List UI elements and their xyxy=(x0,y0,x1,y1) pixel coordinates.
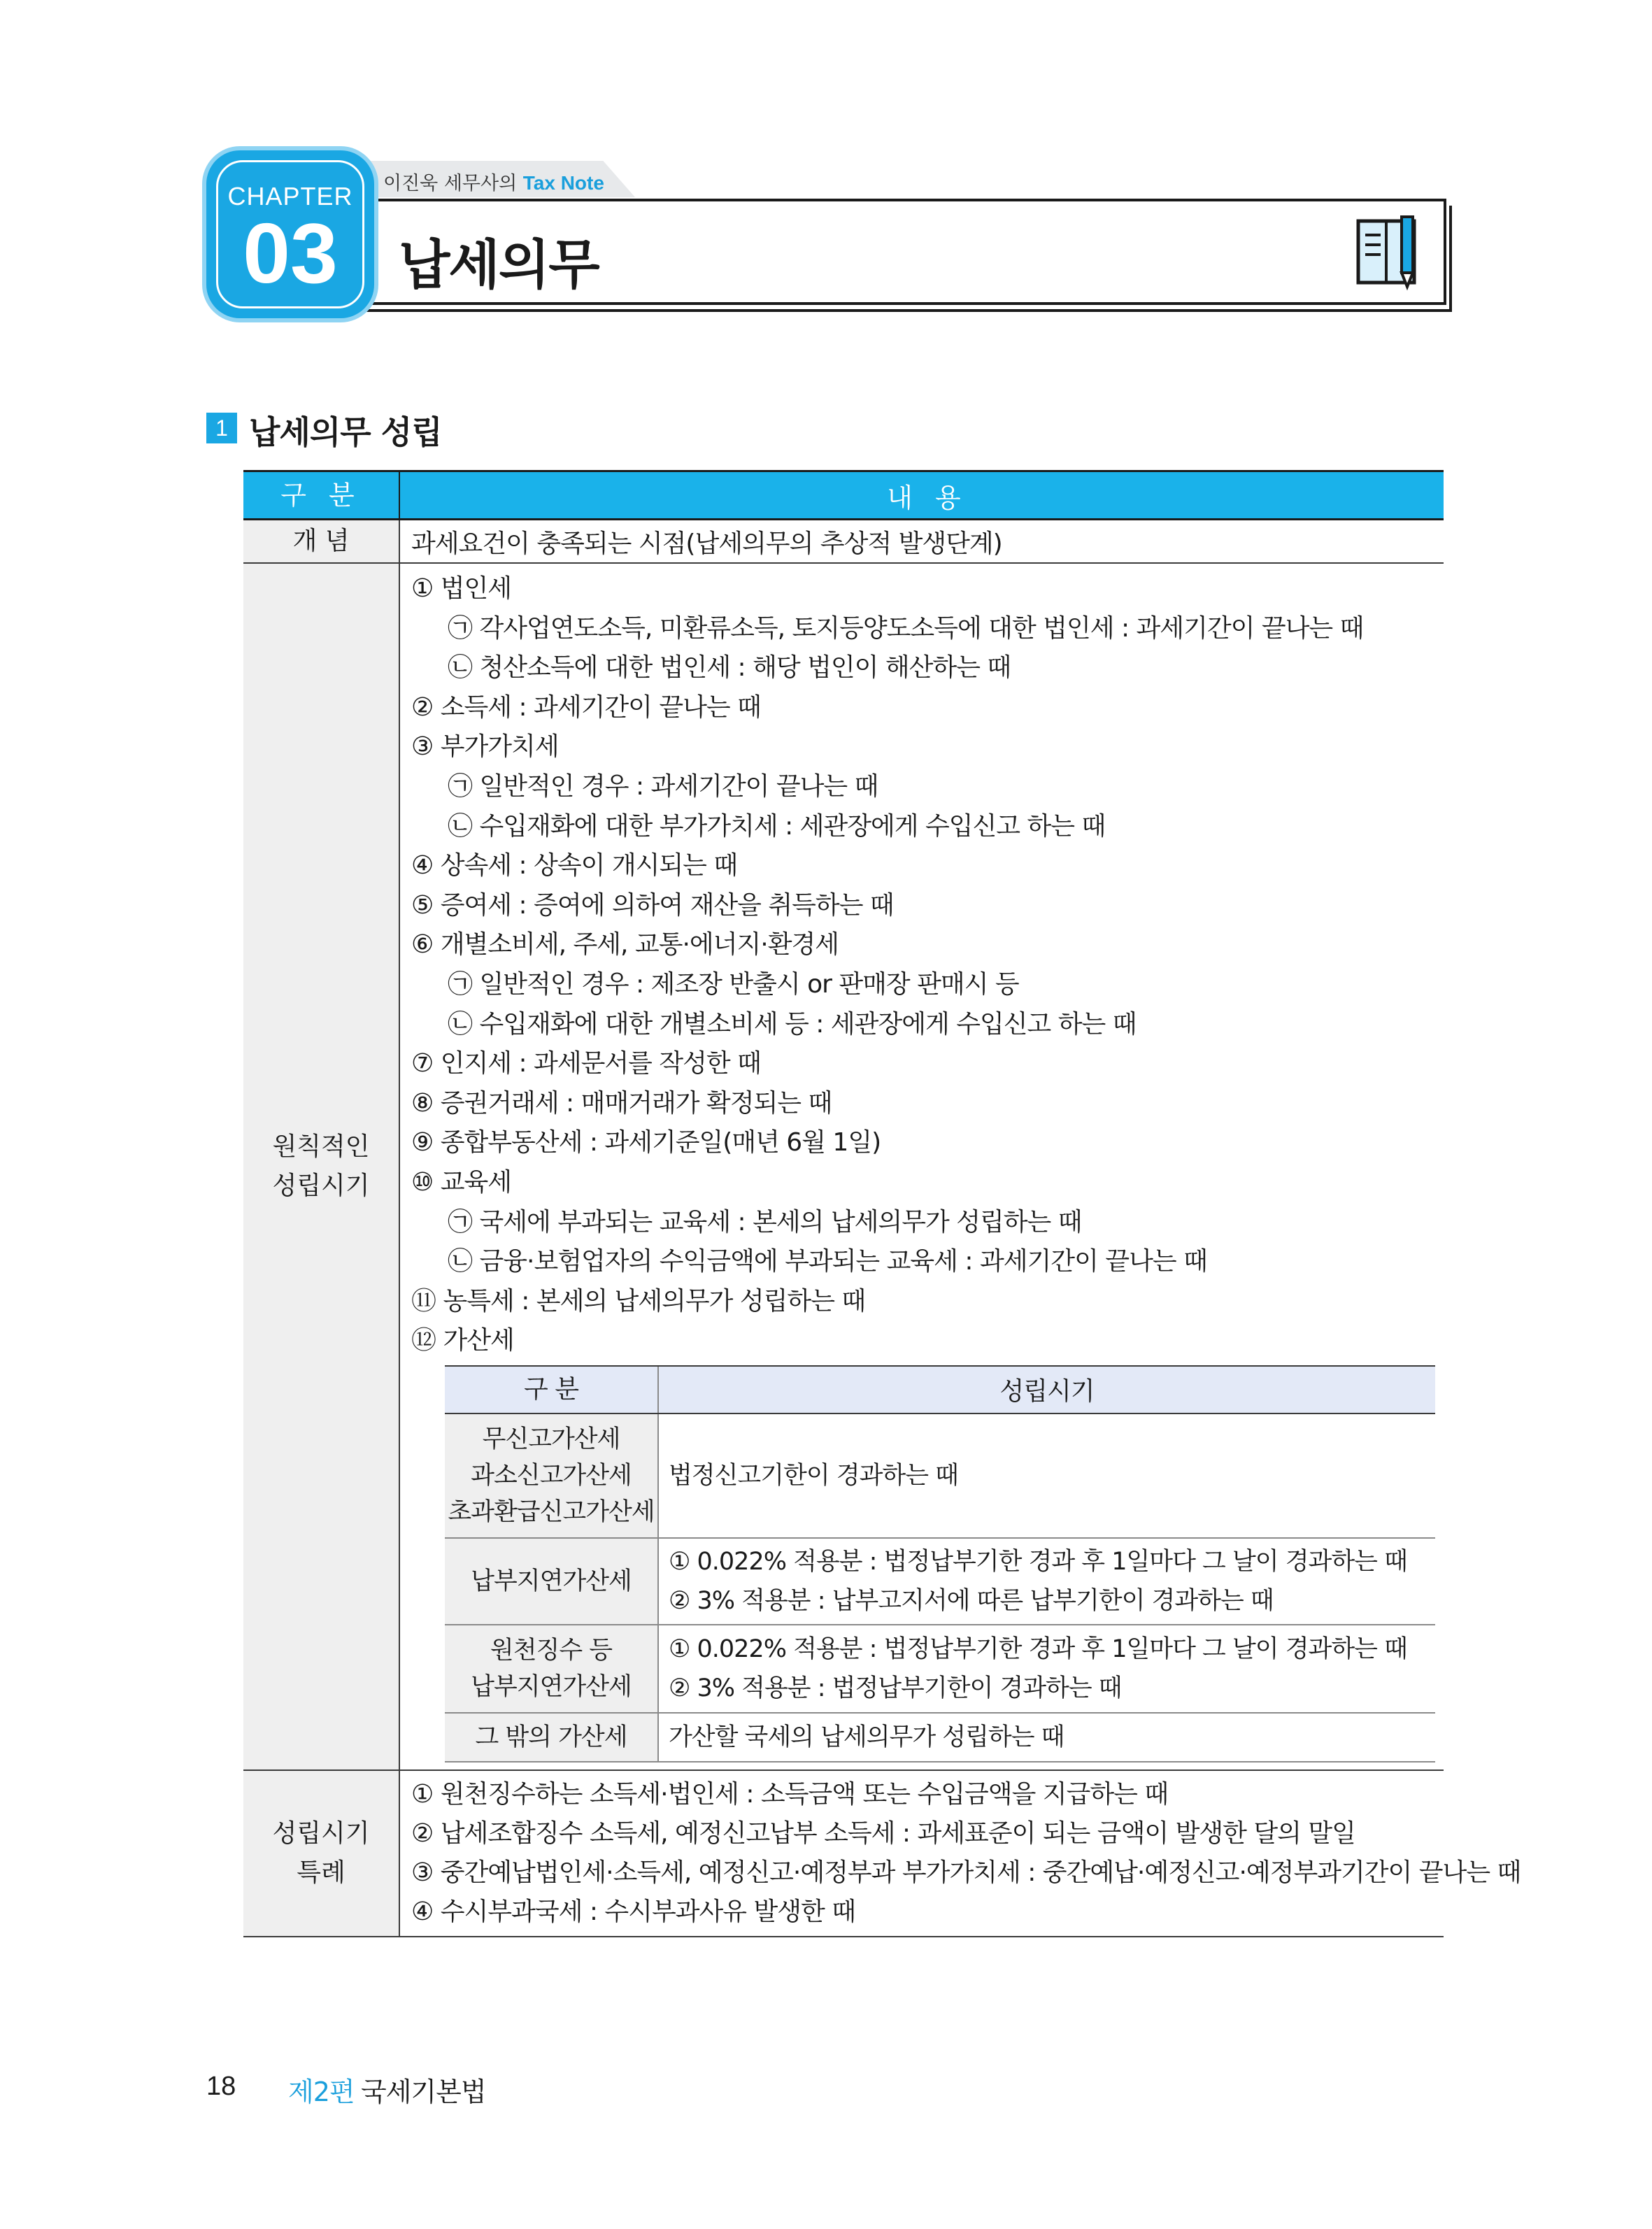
principle-label xyxy=(243,564,400,1769)
principle-line: ㉠ 각사업연도소득, 미환류소득, 토지등양도소득에 대한 법인세 : 과세기간이 끝나는 때 xyxy=(448,613,1364,643)
page-number: 18 xyxy=(206,2072,236,2101)
special-row xyxy=(243,1771,1521,1937)
principle-line: ⑩ 교육세 xyxy=(411,1167,512,1197)
brand-line xyxy=(383,168,604,195)
principle-line: ⑪ 농특세 : 본세의 납세의무가 성립하는 때 xyxy=(411,1286,866,1316)
principle-line: ⑧ 증권거래세 : 매매거래가 확정되는 때 xyxy=(411,1088,832,1118)
concept-label: 개 념 xyxy=(243,520,400,562)
section-number: 1 xyxy=(206,413,237,443)
surcharge-content-line: ② 3% 적용분 : 법정납부기한이 경과하는 때 xyxy=(669,1674,1122,1702)
surcharge-content-line: ② 3% 적용분 : 납부고지서에 따른 납부기한이 경과하는 때 xyxy=(669,1586,1274,1615)
special-line: ② 납세조합징수 소득세, 예정신고납부 소득세 : 과세표준이 되는 금액이 발생한 달의 말일 xyxy=(411,1818,1355,1848)
surcharge-row xyxy=(445,1539,1435,1625)
surcharge-label-line: 초과환급신고가산세 xyxy=(448,1497,655,1526)
principle-label-line: 원칙적인 xyxy=(272,1132,370,1161)
principle-line: ④ 상속세 : 상속이 개시되는 때 xyxy=(411,851,738,881)
special-content xyxy=(400,1771,1521,1936)
surcharge-label-line: 그 밖의 가산세 xyxy=(475,1723,627,1751)
surcharge-content-line: 가산할 국세의 납세의무가 성립하는 때 xyxy=(669,1723,1064,1751)
principle-line: ③ 부가가치세 xyxy=(411,732,559,762)
principle-line: ㉡ 금융·보험업자의 수익금액에 부과되는 교육세 : 과세기간이 끝나는 때 xyxy=(448,1247,1207,1276)
section-title: 납세의무 성립 xyxy=(249,413,442,451)
special-label-line: 성립시기 xyxy=(272,1818,370,1848)
surcharge-label-line: 원천징수 등 xyxy=(490,1636,613,1665)
surcharge-row xyxy=(445,1625,1435,1714)
principle-line: ⑥ 개별소비세, 주세, 교통·에너지·환경세 xyxy=(411,930,839,960)
surcharge-content-line: ① 0.022% 적용분 : 법정납부기한 경과 후 1일마다 그 날이 경과하는 때 xyxy=(669,1635,1407,1663)
surcharge-content-line: ① 0.022% 적용분 : 법정납부기한 경과 후 1일마다 그 날이 경과하는 때 xyxy=(669,1547,1407,1576)
table-header-row xyxy=(243,470,1444,520)
surcharge-row xyxy=(445,1414,1435,1539)
tax-liability-table xyxy=(243,470,1521,1937)
chapter-badge xyxy=(206,150,374,318)
header-category: 구 분 xyxy=(243,472,400,518)
special-line: ① 원천징수하는 소득세·법인세 : 소득금액 또는 수입금액을 지급하는 때 xyxy=(411,1779,1169,1809)
chapter-number: 03 xyxy=(243,206,338,301)
principle-line: ① 법인세 xyxy=(411,574,512,603)
header-content: 내 용 xyxy=(400,472,1444,518)
surcharge-label xyxy=(445,1539,659,1624)
surcharge-label-line: 납부지연가산세 xyxy=(471,1672,632,1701)
surcharge-content-line: 법정신고기한이 경과하는 때 xyxy=(669,1461,958,1490)
surcharge-label-line: 과소신고가산세 xyxy=(471,1461,632,1490)
principle-line: ⑫ 가산세 xyxy=(411,1326,514,1355)
special-line: ③ 중간예납법인세·소득세, 예정신고·예정부과 부가가치세 : 중간예납·예정신고·예정부과기간이 끝나는 때 xyxy=(411,1858,1521,1887)
special-label-line: 특례 xyxy=(297,1858,346,1887)
surcharge-content xyxy=(659,1414,1435,1537)
chapter-title: 납세의무 xyxy=(399,234,599,296)
surcharge-label xyxy=(445,1714,659,1761)
principle-line: ㉠ 일반적인 경우 : 과세기간이 끝나는 때 xyxy=(448,771,878,801)
principle-line: ㉡ 수입재화에 대한 개별소비세 등 : 세관장에게 수입신고 하는 때 xyxy=(448,1009,1137,1039)
concept-row xyxy=(243,520,1444,564)
surcharge-content xyxy=(659,1714,1435,1761)
special-label xyxy=(243,1771,400,1936)
surcharge-table xyxy=(445,1365,1435,1762)
principle-line: ⑦ 인지세 : 과세문서를 작성한 때 xyxy=(411,1049,761,1078)
principle-line: ② 소득세 : 과세기간이 끝나는 때 xyxy=(411,692,761,722)
surcharge-label xyxy=(445,1625,659,1712)
special-line: ④ 수시부과국세 : 수시부과사유 발생한 때 xyxy=(411,1897,856,1926)
surcharge-header-row xyxy=(445,1367,1435,1414)
principle-line: ⑨ 종합부동산세 : 과세기준일(매년 6월 1일) xyxy=(411,1128,881,1158)
principle-row xyxy=(243,564,1444,1771)
brand-name: Tax Note xyxy=(522,172,604,194)
principle-line: ㉡ 수입재화에 대한 부가가치세 : 세관장에게 수입신고 하는 때 xyxy=(448,811,1106,841)
surcharge-row xyxy=(445,1714,1435,1762)
principle-line: ⑤ 증여세 : 증여에 의하여 재산을 취득하는 때 xyxy=(411,890,894,920)
surcharge-content xyxy=(659,1539,1435,1624)
book-pencil-icon xyxy=(1355,214,1425,291)
chapter-label: CHAPTER xyxy=(227,182,353,211)
surcharge-header-category: 구 분 xyxy=(445,1367,659,1413)
principle-line: ㉠ 국세에 부과되는 교육세 : 본세의 납세의무가 성립하는 때 xyxy=(448,1207,1082,1237)
concept-content: 과세요건이 충족되는 시점(납세의무의 추상적 발생단계) xyxy=(411,529,1002,558)
principle-content xyxy=(400,564,1444,1769)
surcharge-label xyxy=(445,1414,659,1537)
principle-label-line: 성립시기 xyxy=(272,1171,370,1200)
part-title: 국세기본법 xyxy=(361,2077,486,2107)
principle-line: ㉠ 일반적인 경우 : 제조장 반출시 or 판매장 판매시 등 xyxy=(448,969,1019,999)
surcharge-content xyxy=(659,1625,1435,1712)
principle-line: ㉡ 청산소득에 대한 법인세 : 해당 법인이 해산하는 때 xyxy=(448,653,1011,683)
part-label: 제2편 xyxy=(288,2077,355,2107)
brand-prefix: 이진욱 세무사의 xyxy=(383,173,518,194)
surcharge-label-line: 무신고가산세 xyxy=(482,1425,620,1453)
surcharge-label-line: 납부지연가산세 xyxy=(471,1567,632,1595)
surcharge-header-timing: 성립시기 xyxy=(659,1367,1435,1413)
